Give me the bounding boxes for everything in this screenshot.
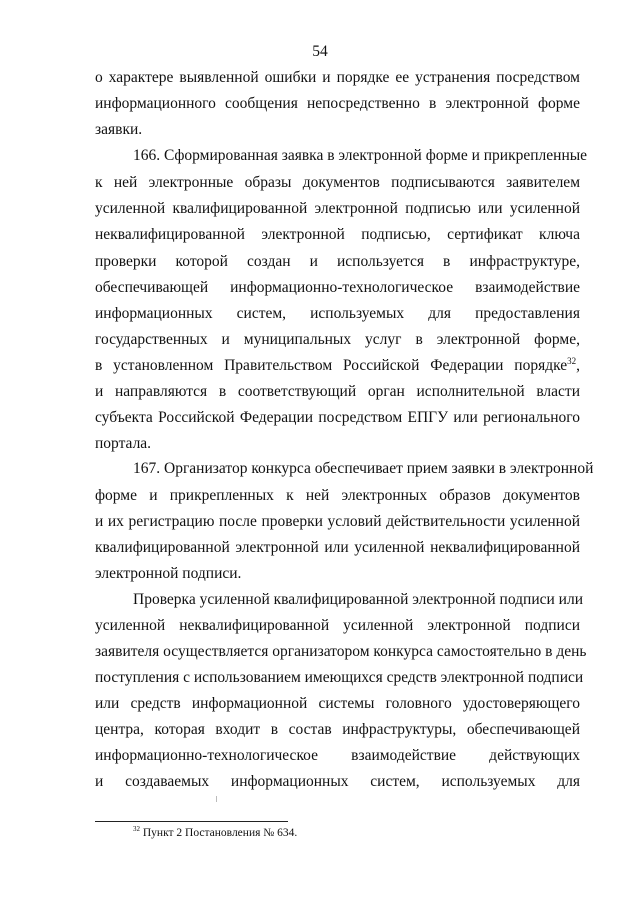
footnote xyxy=(133,826,297,840)
line: проверки которой создан и используется в инфраструктуре, xyxy=(95,253,580,270)
footnote-number: 32 xyxy=(133,825,140,834)
line: усиленной квалифицированной электронной подписью или усиленной xyxy=(95,200,580,217)
line: электронной подписи. xyxy=(95,565,242,582)
line: и создаваемых информационных систем, используемых для xyxy=(95,773,580,790)
line: о характере выявленной ошибки и порядке ее устранения посредством xyxy=(95,69,580,86)
line-tail: , xyxy=(576,357,580,374)
line: усиленной неквалифицированной усиленной электронной подписи xyxy=(95,617,580,634)
page-number: 54 xyxy=(312,43,328,60)
line: субъекта Российской Федерации посредством ЕПГУ или регионального xyxy=(95,409,580,426)
line: Проверка усиленной квалифицированной электронной подписи или xyxy=(133,591,584,608)
line: или средств информационной системы головного удостоверяющего xyxy=(95,695,580,712)
scan-mark xyxy=(216,796,217,802)
footnote-separator xyxy=(95,821,288,822)
line: обеспечивающей информационно-технологическое взаимодействие xyxy=(95,279,580,296)
line: заявителя осуществляется организатором конкурса самостоятельно в день xyxy=(95,643,587,660)
line: информационных систем, используемых для предоставления xyxy=(95,305,580,322)
line: 166. Сформированная заявка в электронной форме и прикрепленные xyxy=(133,147,588,164)
line: заявки. xyxy=(95,121,143,138)
line: 167. Организатор конкурса обеспечивает прием заявки в электронной xyxy=(133,460,594,477)
line: к ней электронные образы документов подписываются заявителем xyxy=(95,174,580,191)
line: информационно-технологическое взаимодействие действующих xyxy=(95,747,580,764)
line-text: в установленном Правительством Российской Федерации порядке xyxy=(95,357,568,374)
line: поступления с использованием имеющихся средств электронной подписи xyxy=(95,669,584,686)
line: центра, которая входит в состав инфраструктуры, обеспечивающей xyxy=(95,721,580,738)
line: и их регистрацию после проверки условий действительности усиленной xyxy=(95,513,580,530)
line: квалифицированной электронной или усиленной неквалифицированной xyxy=(95,539,580,556)
footnote-text: Пункт 2 Постановления № 634. xyxy=(140,827,298,839)
footnote-ref: 32 xyxy=(567,355,577,366)
line: государственных и муниципальных услуг в электронной форме, xyxy=(95,331,580,348)
line: портала. xyxy=(95,435,152,452)
line: форме и прикрепленных к ней электронных образов документов xyxy=(95,487,580,504)
line: информационного сообщения непосредственно в электронной форме xyxy=(95,95,580,112)
line-with-footnote-ref xyxy=(95,356,580,376)
line: и направляются в соответствующий орган исполнительной власти xyxy=(95,383,580,400)
line: неквалифицированной электронной подписью, сертификат ключа xyxy=(95,226,580,243)
